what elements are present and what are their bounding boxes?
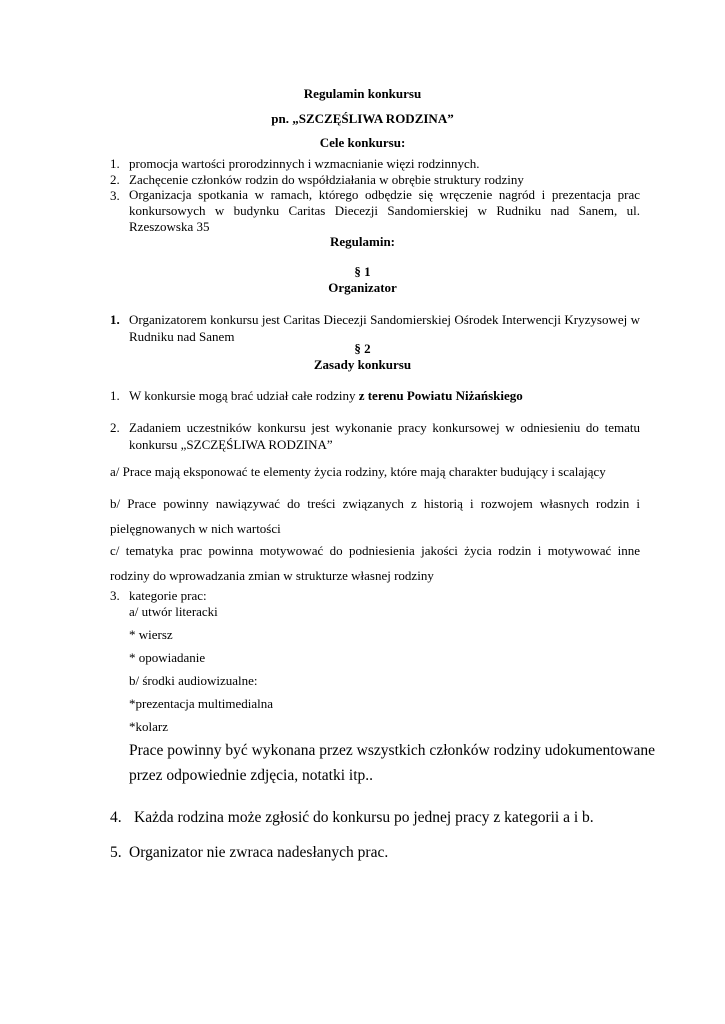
goal-item: Zachęcenie członków rodzin do współdziałania w obrębie struktury rodziny: [129, 172, 524, 187]
point-b: b/ Prace powinny nawiązywać do treści związanych z historią i rozwojem własnych rodzin i pielęgnowanych w nich wartości: [110, 496, 640, 536]
rule-item: Organizator nie zwraca nadesłanych prac.: [129, 844, 389, 861]
categories-label: kategorie prac:: [129, 588, 207, 603]
rule-item: Zadaniem uczestników konkursu jest wykonanie pracy konkursowej w odniesieniu do tematu konkursu „SZCZĘŚLIWA RODZINA”: [129, 420, 640, 452]
category-item: * opowiadanie: [129, 650, 206, 665]
rule-number: 1.: [110, 388, 120, 403]
point-c: c/ tematyka prac powinna motywować do podniesienia jakości życia rodzin i motywować inne rodziny do wprowadzania zmian w strukturze własnej rodziny: [110, 543, 640, 583]
rule-item: [129, 387, 523, 404]
point-a: a/ Prace mają eksponować te elementy życia rodziny, które mają charakter budujący i scalający: [110, 464, 606, 479]
goals-heading: Cele konkursu:: [319, 135, 406, 150]
rule-bold-text: z terenu Powiatu Niżańskiego: [358, 388, 523, 403]
rule-number: 5.: [110, 844, 122, 861]
goal-number: 3.: [110, 188, 120, 203]
goal-item: promocja wartości prorodzinnych i wzmacnianie więzi rodzinnych.: [129, 156, 480, 171]
section1-item-number: 1.: [110, 312, 120, 327]
document-title: Regulamin konkursu: [303, 86, 422, 101]
category-item: * wiersz: [129, 627, 173, 642]
category-item: b/ środki audiowizualne:: [129, 673, 258, 688]
category-item: *kolarz: [129, 719, 168, 734]
rule-text: W konkursie mogą brać udział całe rodziny: [129, 388, 359, 403]
section1-item: Organizatorem konkursu jest Caritas Diecezji Sandomierskiej Ośrodek Interwencji Kryzysowej w Rudniku nad Sanem: [129, 312, 640, 344]
rule-item: Każda rodzina może zgłosić do konkursu po jednej pracy z kategorii a i b.: [134, 809, 594, 826]
note-line: przez odpowiednie zdjęcia, notatki itp..: [129, 767, 374, 784]
contest-name: pn. „SZCZĘŚLIWA RODZINA”: [271, 111, 454, 126]
category-item: a/ utwór literacki: [129, 604, 218, 619]
goal-item: Organizacja spotkania w ramach, którego odbędzie się wręczenie nagród i prezentacja prac konkursowych w budynku Caritas Diecezji Sandomierskiej w Rudniku nad Sanem, ul. Rzeszowska 35: [129, 187, 640, 234]
section-symbol: § 1: [354, 264, 371, 279]
section-title: Organizator: [328, 280, 397, 295]
regulations-heading: Regulamin:: [330, 234, 395, 249]
note-line: Prace powinny być wykonana przez wszystkich członków rodziny udokumentowane: [129, 742, 655, 759]
rule-number: 3.: [110, 588, 120, 603]
section-symbol: § 2: [354, 341, 371, 356]
section-title: Zasady konkursu: [313, 357, 412, 372]
goal-number: 1.: [110, 156, 120, 171]
rule-number: 2.: [110, 420, 120, 435]
category-item: *prezentacja multimedialna: [129, 696, 274, 711]
rule-number: 4.: [110, 809, 122, 826]
goal-number: 2.: [110, 172, 120, 187]
